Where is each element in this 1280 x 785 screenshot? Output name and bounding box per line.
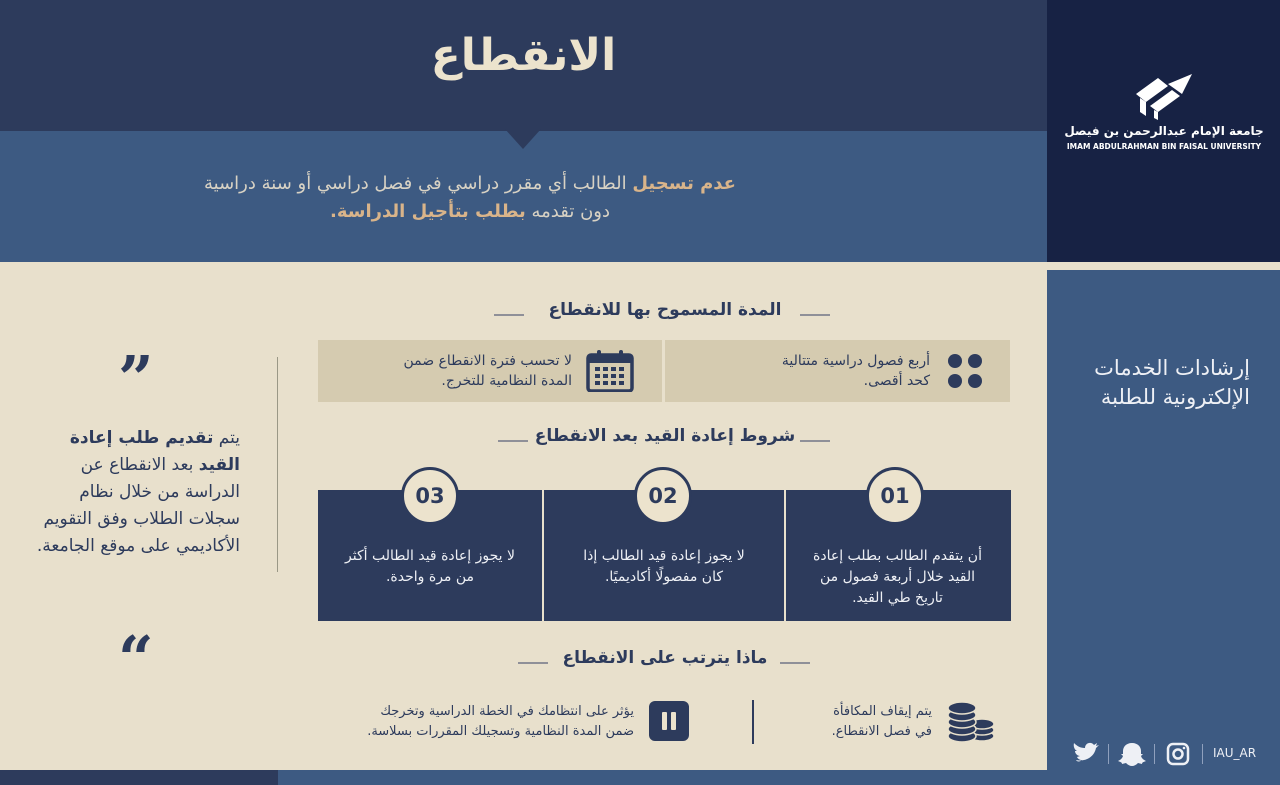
condition-text-2 <box>550 546 778 588</box>
consequence-item-2 <box>300 702 634 742</box>
footer-strip-left <box>0 770 278 785</box>
quote-text-1: يتم <box>213 428 240 448</box>
condition-text-1 <box>790 546 1005 609</box>
period-item-1-line1: أربع فصول دراسية متتالية <box>781 353 930 369</box>
quote-close-mark: “ <box>118 622 154 695</box>
side-title <box>1060 354 1250 412</box>
definition-body: الطالب أي مقرر دراسي في فصل دراسي أو سنة دراسية <box>204 173 633 194</box>
twitter-icon[interactable] <box>1074 743 1099 762</box>
period-item-2 <box>330 351 572 391</box>
calendar-icon <box>586 350 634 392</box>
definition-highlight-2: بطلب بتأجيل الدراسة. <box>329 201 526 222</box>
side-title-line1: إرشادات الخدمات <box>1094 356 1250 380</box>
vertical-divider <box>277 357 278 572</box>
pause-icon <box>649 701 689 741</box>
conditions-heading: شروط إعادة القيد بعد الانقطاع <box>534 426 796 446</box>
university-name-en: IMAM ABDULRAHMAN BIN FAISAL UNIVERSITY <box>1066 142 1262 151</box>
coins-icon <box>946 698 996 744</box>
condition-2-line1: لا يجوز إعادة قيد الطالب إذا <box>583 548 745 564</box>
period-item-2-line2: المدة النظامية للتخرج. <box>441 373 572 389</box>
side-panel <box>1047 270 1280 785</box>
period-item-1 <box>690 351 930 391</box>
four-dots-icon <box>946 352 984 390</box>
condition-1-line2: القيد خلال أربعة فصول من <box>820 569 975 585</box>
snapchat-icon[interactable] <box>1118 743 1146 766</box>
condition-number-3: 03 <box>401 467 459 525</box>
condition-number-2: 02 <box>634 467 692 525</box>
definition-body-2: دون تقدمه <box>525 201 611 222</box>
consequence-2-line2: ضمن المدة النظامية وتسجيلك المقررات بسلاسة. <box>367 724 634 739</box>
quote-open-mark: ” <box>118 342 154 415</box>
condition-number-1: 01 <box>866 467 924 525</box>
condition-1-line1: أن يتقدم الطالب بطلب إعادة <box>813 548 982 564</box>
condition-2-line2: كان مفصولًا أكاديميًا. <box>604 569 724 585</box>
consequence-1-line2: في فصل الانقطاع. <box>831 724 932 739</box>
consequence-1-line1: يتم إيقاف المكافأة <box>833 704 932 719</box>
period-item-1-line2: كحد أقصى. <box>863 373 930 389</box>
page-title: الانقطاع <box>430 30 617 81</box>
quote-text-2: بعد الانقطاع عن الدراسة من خلال نظام سجلات الطلاب وفق التقويم الأكاديمي على موقع الجامعة. <box>36 455 240 556</box>
side-title-line2: الإلكترونية للطلبة <box>1100 385 1250 409</box>
condition-3-line2: من مرة واحدة. <box>385 569 475 585</box>
period-heading: المدة المسموح بها للانقطاع <box>548 300 782 320</box>
quote-text <box>34 425 240 560</box>
condition-text-3 <box>322 546 538 588</box>
consequence-divider <box>752 700 754 744</box>
consequences-heading: ماذا يترتب على الانقطاع <box>562 648 768 668</box>
consequence-2-line1: يؤثر على انتظامك في الخطة الدراسية وتخرجك <box>380 704 634 719</box>
quote-text-highlight: تقديم طلب إعادة القيد <box>69 428 240 475</box>
period-item-2-line1: لا تحسب فترة الانقطاع ضمن <box>403 353 572 369</box>
condition-1-line3: تاريخ طي القيد. <box>852 590 943 606</box>
university-name-ar: جامعة الإمام عبدالرحمن بن فيصل <box>1064 124 1264 138</box>
condition-3-line1: لا يجوز إعادة قيد الطالب أكثر <box>345 548 515 564</box>
consequence-item-1 <box>770 702 932 742</box>
footer-strip-middle <box>278 770 1047 785</box>
definition-text <box>120 170 820 226</box>
instagram-icon[interactable] <box>1168 744 1188 764</box>
social-handle[interactable]: IAU_AR <box>1213 746 1257 760</box>
definition-highlight: عدم تسجيل <box>632 173 736 194</box>
header-pointer <box>505 129 541 149</box>
university-logo-icon <box>1132 72 1196 122</box>
